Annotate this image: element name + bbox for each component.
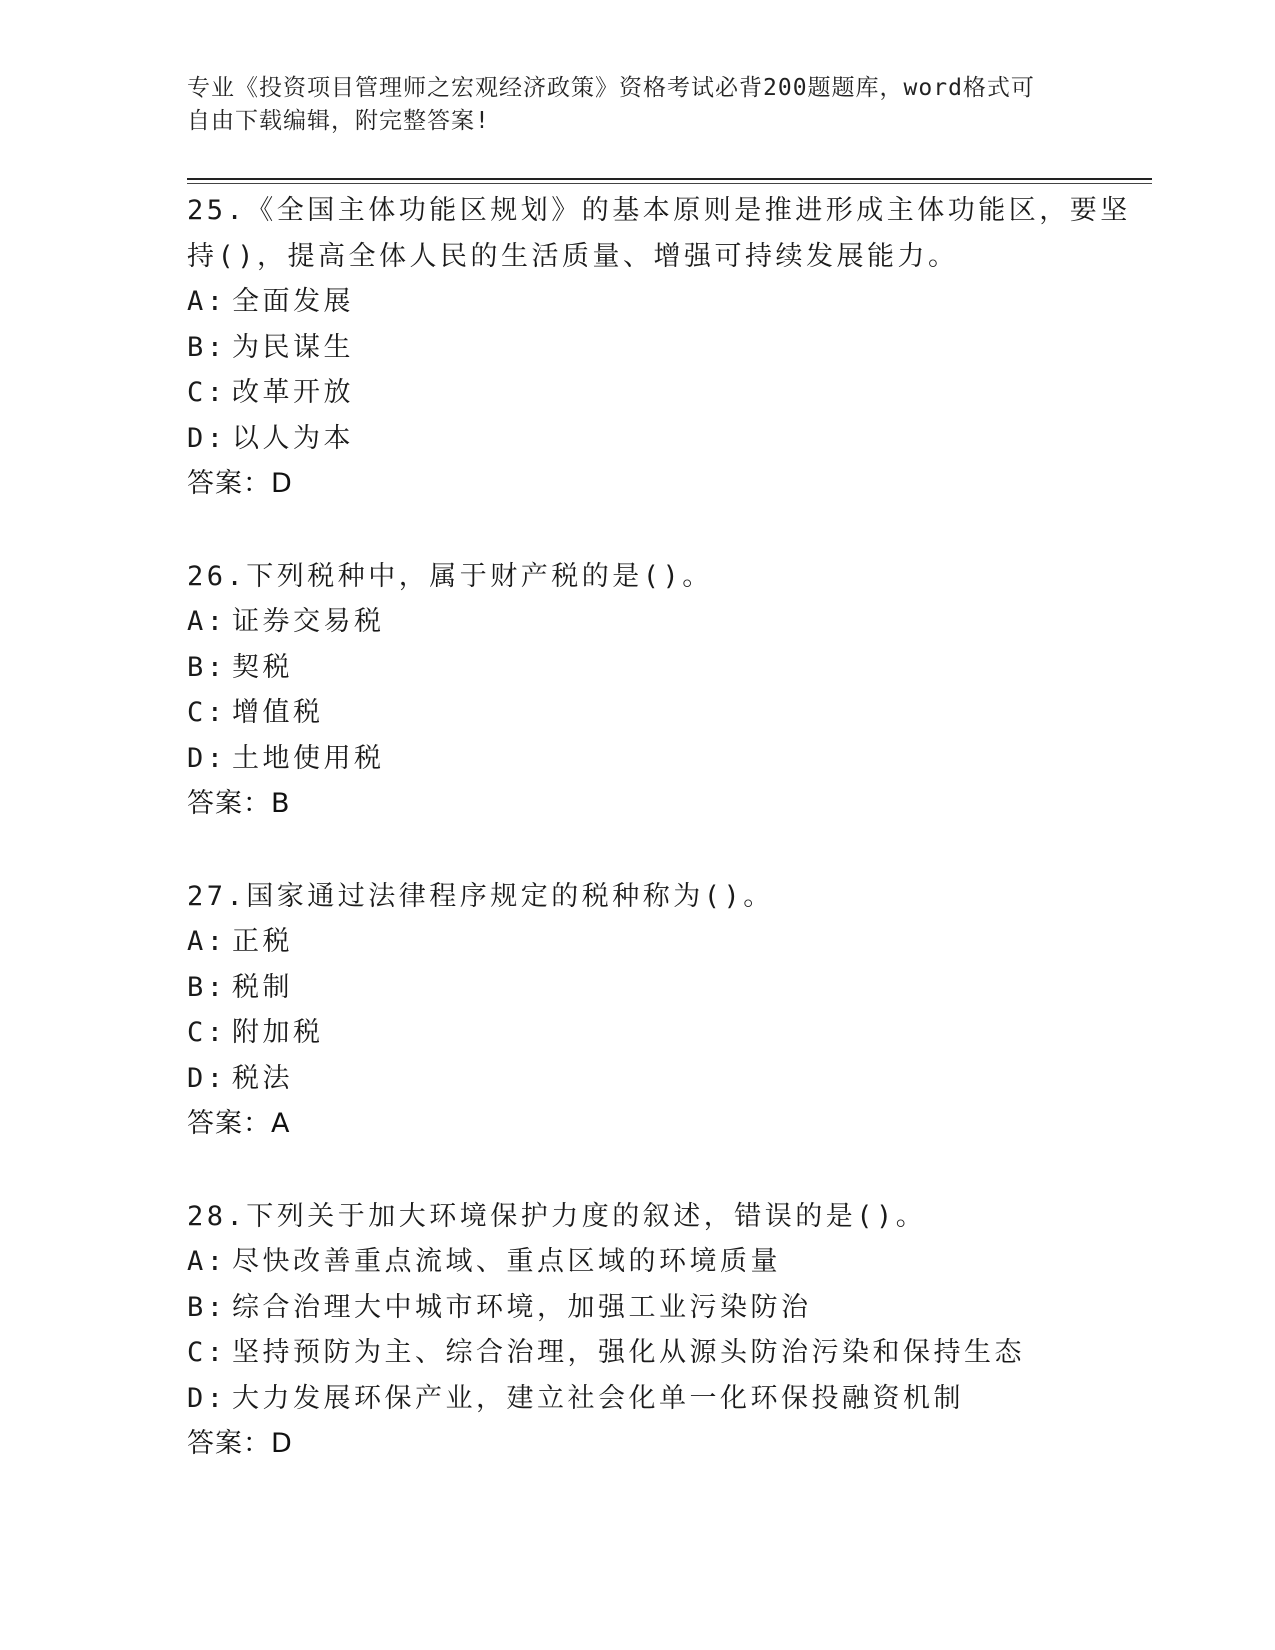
option-text: 尽快改善重点流域、重点区域的环境质量 [232,1246,781,1277]
option-text: 为民谋生 [232,331,354,363]
option-text: 税法 [232,1062,293,1094]
option-key: D: [187,1382,227,1414]
option-text: 正税 [232,926,293,957]
option-c [187,370,1152,416]
option-key: A: [187,926,227,957]
option-d [187,1376,1152,1422]
answer-line: 答案：D [187,468,293,499]
option-a [187,599,1152,645]
option-b [187,965,1152,1011]
option-key: A: [187,1246,227,1277]
option-key: C: [187,377,227,408]
option-text: 坚持预防为主、综合治理，强化从源头防治污染和保持生态 [232,1337,1025,1368]
option-d [187,416,1152,462]
header-divider-thin [187,183,1152,184]
option-key: B: [187,971,227,1003]
option-a [187,279,1152,325]
option-key: C: [187,697,227,728]
option-key: D: [187,422,227,454]
question-text: 28.下列关于加大环境保护力度的叙述，错误的是()。 [187,1200,927,1232]
option-text: 全面发展 [232,286,354,317]
option-key: D: [187,742,227,774]
option-key: D: [187,1062,227,1094]
header-divider-thick [187,178,1152,180]
question-25 [187,188,1152,507]
option-key: B: [187,331,227,363]
option-text: 证券交易税 [232,606,385,637]
answer-line: 答案：B [187,788,291,819]
option-a [187,1239,1152,1285]
option-text: 契税 [232,651,293,683]
option-key: B: [187,1291,227,1323]
question-27 [187,874,1152,1147]
question-text: 持()，提高全体人民的生活质量、增强可持续发展能力。 [187,240,959,272]
option-key: A: [187,606,227,637]
option-key: C: [187,1017,227,1048]
option-d [187,1056,1152,1102]
answer-line: 答案：A [187,1108,291,1139]
question-text: 26.下列税种中，属于财产税的是()。 [187,560,713,592]
option-text: 改革开放 [232,377,354,408]
option-text: 大力发展环保产业，建立社会化单一化环保投融资机制 [232,1382,964,1414]
option-a [187,919,1152,965]
option-key: B: [187,651,227,683]
option-text: 土地使用税 [232,742,385,774]
option-text: 附加税 [232,1017,324,1048]
option-text: 以人为本 [232,422,354,454]
question-28 [187,1194,1152,1467]
answer-line: 答案：D [187,1428,293,1459]
option-key: C: [187,1337,227,1368]
option-d [187,736,1152,782]
option-text: 增值税 [232,697,324,728]
question-list [187,188,1152,1514]
question-text: 27.国家通过法律程序规定的税种称为()。 [187,880,774,912]
header-line-1: 专业《投资项目管理师之宏观经济政策》资格考试必背200题题库，word格式可 [187,75,1035,101]
option-b [187,325,1152,371]
option-text: 税制 [232,971,293,1003]
option-b [187,645,1152,691]
option-key: A: [187,286,227,317]
option-c [187,690,1152,736]
question-text: 25.《全国主体功能区规划》的基本原则是推进形成主体功能区，要坚 [187,195,1131,226]
document-header [187,72,1087,138]
option-b [187,1285,1152,1331]
header-line-2: 自由下载编辑，附完整答案! [187,108,490,134]
question-26 [187,554,1152,827]
option-text: 综合治理大中城市环境，加强工业污染防治 [232,1291,812,1323]
option-c [187,1330,1152,1376]
option-c [187,1010,1152,1056]
